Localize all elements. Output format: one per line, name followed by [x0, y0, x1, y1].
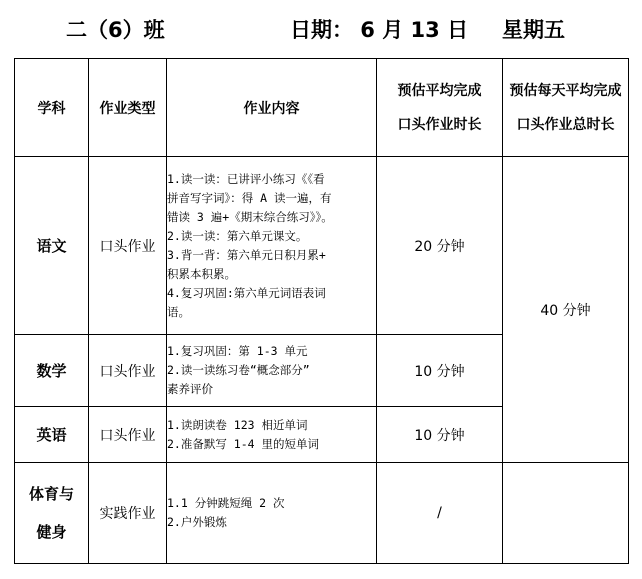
content-line: 语。 — [167, 304, 190, 319]
avg-time-cell: 20 分钟 — [377, 157, 503, 335]
date-label: 日期： 6 月 13 日 — [290, 18, 469, 42]
content-line: 2.户外锻炼 — [167, 515, 227, 529]
table-row-pe — [15, 463, 629, 564]
content-line: 3.背一背：第六单元日积月累+ — [167, 247, 326, 262]
subject-line: 健身 — [36, 523, 67, 541]
class-name: 二（6）班 — [66, 18, 165, 42]
header-avg-time — [377, 59, 503, 157]
content-line: 4.复习巩固:第六单元词语表词 — [167, 285, 326, 300]
header-total-time-line2: 口头作业总时长 — [516, 116, 615, 133]
content-line: 1.读一读：已讲评小练习《《看 — [167, 171, 325, 186]
total-time-cell: 40 分钟 — [503, 157, 629, 463]
type-cell: 口头作业 — [89, 157, 167, 335]
content-line: 素养评价 — [167, 382, 213, 396]
subject-cell — [15, 463, 89, 564]
content-cell — [167, 407, 377, 463]
type-cell: 口头作业 — [89, 335, 167, 407]
content-line: 1.复习巩固：第 1-3 单元 — [167, 344, 308, 358]
content-line: 积累本积累。 — [167, 266, 236, 281]
content-line: 拼音写字词》：得 A 读一遍，有 — [167, 190, 332, 205]
header-avg-time-line1: 预估平均完成 — [397, 82, 482, 99]
header-subject: 学科 — [15, 59, 89, 157]
table-row-chinese — [15, 157, 629, 335]
content-line: 1.1 分钟跳短绳 2 次 — [167, 496, 285, 510]
subject-cell: 数学 — [15, 335, 89, 407]
total-time-empty-cell — [503, 463, 629, 564]
page-header — [0, 0, 642, 56]
type-cell: 口头作业 — [89, 407, 167, 463]
type-cell: 实践作业 — [89, 463, 167, 564]
avg-time-cell: 10 分钟 — [377, 335, 503, 407]
subject-line: 体育与 — [28, 485, 74, 503]
content-line: 2.读一读：第六单元课文。 — [167, 228, 308, 243]
content-cell — [167, 335, 377, 407]
content-line: 2.读一读练习卷“概念部分” — [167, 363, 310, 377]
subject-cell: 语文 — [15, 157, 89, 335]
header-content: 作业内容 — [167, 59, 377, 157]
content-line: 1.读朗读卷 123 相近单词 — [167, 417, 308, 432]
content-cell — [167, 157, 377, 335]
weekday-label: 星期五 — [502, 18, 565, 42]
avg-time-cell: / — [377, 463, 503, 564]
content-line: 2.准备默写 1-4 里的短单词 — [167, 436, 319, 451]
header-total-time-line1: 预估每天平均完成 — [509, 82, 622, 99]
avg-time-cell: 10 分钟 — [377, 407, 503, 463]
content-line: 错读 3 遍+《期末综合练习》》。 — [167, 209, 333, 224]
header-total-time — [503, 59, 629, 157]
table-header-row — [15, 59, 629, 157]
content-cell — [167, 463, 377, 564]
subject-cell: 英语 — [15, 407, 89, 463]
homework-table — [14, 58, 629, 564]
header-type: 作业类型 — [89, 59, 167, 157]
header-avg-time-line2: 口头作业时长 — [397, 116, 482, 133]
